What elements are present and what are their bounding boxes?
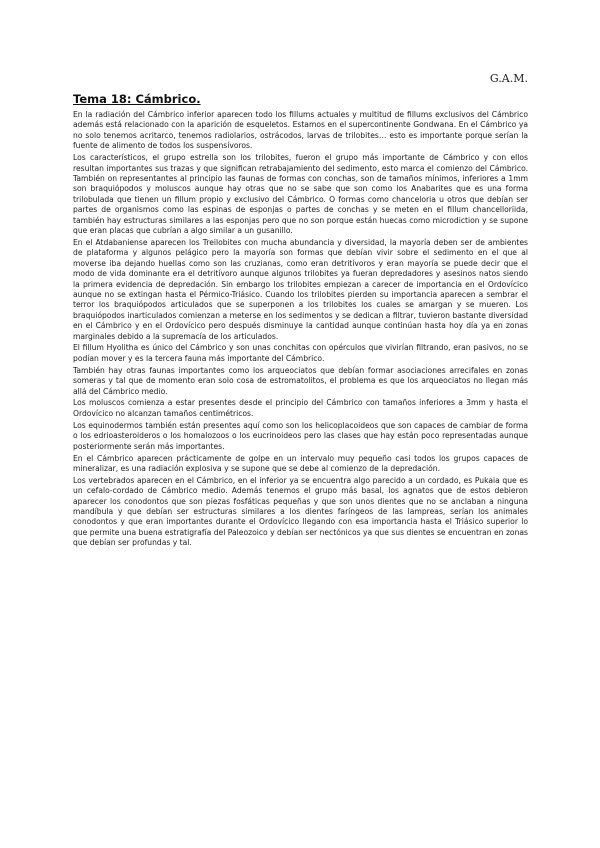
paragraph-equinodermos: Los equinodermos también están presentes aquí como son los helicoplacoideos que son capaces de cambiar de forma o los edrioasteroideros o los homalozoos o los eucrinoideos pero las clases que hay están poco representadas aunque posteriormente serán más importantes. — [73, 420, 528, 451]
paragraph-arqueociatos: También hay otras faunas importantes como los arqueociatos que debían formar asociaciones arrecifales en zonas someras y tal que de momento eran solo cosa de estromatolitos, el problema es que los arqueociatos no llegan más allá del Cámbrico medio. — [73, 365, 528, 396]
paragraph-intro: En la radiación del Cámbrico inferior aparecen todo los fillums actuales y multitud de fillums exclusivos del Cámbrico además está relacionado con la aparición de esqueletos. Estamos en el supercontinente Gondwana. En el Cámbrico ya no solo tenemos acritarco, tenemos radiolarios, ostrácodos, larvas de trilobites… esto es importante porque serían la fuente de alimento de todos los suspensívoros. — [73, 110, 528, 151]
paragraph-vertebrados: Los vertebrados aparecen en el Cámbrico, en el inferior ya se encuentra algo parecido a un cordado, es Pukaia que es un cefalo-cordado de Cámbrico medio. Además tenemos el grupo más basal, los agnatos que de estos debieron aparecer los conodontos que son piezas fosfáticas pequeñas y que son unos dientes que no se anclaban a ninguna mandíbula y que debían ser estructuras similares a los dientes faríngeos de las lampreas, serían los animales conodontos y que eran importantes durante el Ordovícico llegando con esa importancia hasta el Triásico superior lo que permite una buena estratigrafía del Paleozoico y debían ser nectónicos ya que sus dientes se encuentran en zonas que debían ser profundas y tal. — [73, 475, 528, 548]
paragraph-moluscos: Los moluscos comienza a estar presentes desde el principio del Cámbrico con tamaños inferiores a 3mm y hasta el Ordovícico no alcanzan tamaños centimétricos. — [73, 398, 528, 418]
body-text — [73, 110, 528, 550]
paragraph-radiacion: En el Cámbrico aparecen prácticamente de golpe en un intervalo muy pequeño casi todos los grupos capaces de mineralizar, es una radiación explosiva y se supone que se debe al comienzo de la depredación. — [73, 453, 528, 473]
paragraph-trilobites-characteristics: Los característicos, el grupo estrella son los trilobites, fueron el grupo más importante de Cámbrico y con ellos resultan importantes sus trazas y que significan retrabajamiento del sedimento, esto marca el comienzo del Cámbrico. También on representantes al principio las faunas de formas con conchas, son de tamaños mínimos, inferiores a 1mm son braquiópodos y moluscos aunque hay otras que no se sabe que son como los Anabarites que es una forma trilobulada que tienen un fillum propio y exclusivo del Cámbrico. O formas como chanceloria u otros que debían ser partes de organismos como las espinas de esponjas o partes de conchas y se meten en el fillum chancelloriida, también hay estructuras similares a las esponjas pero que no son porque están huecas como microdiction y se supone que eran placas que cubrían a algo similar a un gusanillo. — [73, 153, 528, 235]
paragraph-atdabaniense: En el Atdabaniense aparecen los Treilobites con mucha abundancia y diversidad, la mayoría deben ser de ambientes de plataforma y algunos pelágico pero la mayoría son formas que debían vivir sobre el sedimento en el que al moverse iba dejando huellas como son las cruzianas, como eran detritívoros y eran mayoría se puede decir que el modo de vida dominante era el detritívoro aunque algunos trilobites ya fueran depredadores y asesinos natos siendo la primera evidencia de depredación. Sin embargo los trilobites empiezan a carecer de importancia en el Ordovícico aunque no se extingan hasta el Pérmico-Triásico. Cuando los trilobites pierden su importancia aparecen a sembrar el terror los braquiópodos articulados que se superponen a los trilobites los cuales se amargan y se mueren. Los braquiópodos inarticulados comienzan a meterse en los sedimentos y se dedican a filtrar, tuvieron bastante diversidad en el Cámbrico y en el Ordovícico pero después disminuye la cantidad aunque continúan hasta hoy día ya en zonas marginales debido a la supremacía de los articulados. — [73, 237, 528, 341]
paragraph-hyolitha: El fillum Hyolitha es único del Cámbrico y son unas conchitas con opérculos que vivirían filtrando, eran pasivos, no se podían mover y es la tercera fauna más importante del Cámbrico. — [73, 343, 528, 363]
page-title: Tema 18: Cámbrico. — [73, 92, 201, 106]
author-initials: G.A.M. — [489, 72, 528, 85]
